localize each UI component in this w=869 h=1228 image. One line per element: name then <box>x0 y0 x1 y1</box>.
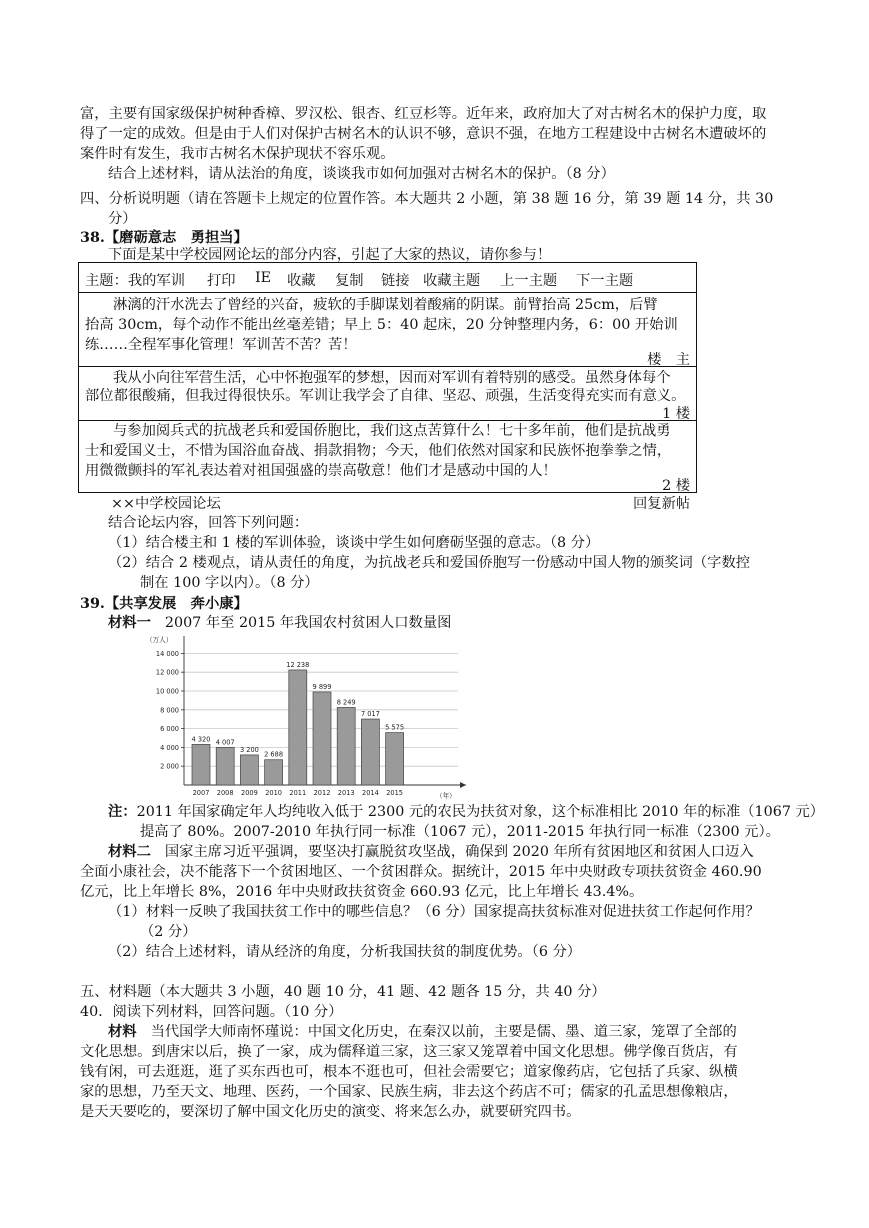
q39-question-1-cont: （2 分） <box>140 924 197 940</box>
y-tick-label: 14 000 <box>155 649 179 658</box>
y-tick-label: 6 000 <box>160 725 179 734</box>
post0-line-1: 淋漓的汗水洗去了曾经的兴奋，疲软的手脚谋划着酸痛的阴谋。前臂抬高 25cm，后臂 <box>113 297 658 313</box>
next-topic-link[interactable]: 下一主题 <box>576 273 634 289</box>
post1-line-1: 我从小向往军营生活，心中怀抱强军的梦想，因而对军训有着特别的感受。虽然身体每个 <box>113 370 671 386</box>
data-label-2009: 3 200 <box>239 745 259 754</box>
forum-topic: 主题：我的军训 <box>85 273 186 289</box>
note-line-1 <box>108 802 824 822</box>
material2-line-1 <box>108 842 754 862</box>
forum-post-1 <box>79 367 696 421</box>
x-tick-label-2011: 2011 <box>289 789 307 797</box>
post1-signature: 1 楼 <box>662 406 690 422</box>
forum-post-2 <box>79 421 696 494</box>
intro-line-3: 案件时有发生，我市古树名木保护现状不容乐观。 <box>80 146 395 162</box>
y-tick-label: 2 000 <box>160 762 179 771</box>
material2-text-1: 国家主席习近平强调，要坚决打赢脱贫攻坚战，确保到 2020 年所有贫困地区和贫困人口迈入 <box>164 844 754 860</box>
intro-line-1: 富，主要有国家级保护树种香樟、罗汉松、银杏、红豆杉等。近年来，政府加大了对古树名木的保护力度，取 <box>80 106 767 122</box>
ie-link[interactable]: IE <box>255 270 272 286</box>
post2-line-2: 士和爱国义士，不惜为国浴血奋战、捐款捐物；今天，他们依然对国家和民族怀抱拳拳之情， <box>85 443 672 459</box>
x-axis-arrow <box>460 782 466 788</box>
reply-new-post-link[interactable]: 回复新帖 <box>633 496 691 512</box>
data-label-2012: 9 899 <box>312 682 332 691</box>
copy-link[interactable]: 复制 <box>335 273 364 289</box>
data-label-2015: 5 575 <box>385 723 405 732</box>
q40-title: 40．阅读下列材料，回答问题。（10 分） <box>80 1004 343 1020</box>
x-tick-label-2008: 2008 <box>216 789 234 797</box>
q38-question-1: （1）结合楼主和 1 楼的军训体验，谈谈中学生如何磨砺坚强的意志。（8 分） <box>108 535 600 551</box>
data-label-2013: 8 249 <box>336 698 356 707</box>
q40-line-1 <box>108 1022 737 1042</box>
intro-line-2: 得了一定的成效。但是由于人们对保护古树名木的认识不够，意识不强，在地方工程建设中古树名木遭破坏的 <box>80 126 767 142</box>
x-tick-label-2012: 2012 <box>313 789 331 797</box>
q40-line-5: 是天天要吃的，要深切了解中国文化历史的演变、将来怎么办，就要研究四书。 <box>80 1104 581 1120</box>
favorite-link[interactable]: 收藏 <box>287 273 316 289</box>
q40-line-4: 家的思想，乃至天文、地理、医药，一个国家、民族生病，非去这个药店不可；儒家的孔孟思想像粮店， <box>80 1084 738 1100</box>
y-tick-label: 8 000 <box>160 706 179 715</box>
fav-topic-link[interactable]: 收藏主题 <box>423 273 481 289</box>
material2-line-3: 亿元，比上年增长 8%，2016 年中央财政扶贫资金 660.93 亿元，比上年增长 43.4%。 <box>80 884 644 900</box>
bar-2012 <box>313 692 331 785</box>
bar-2013 <box>337 707 355 785</box>
material2-label: 材料二 <box>108 844 151 860</box>
y-tick-label: 4 000 <box>160 743 179 752</box>
bar-2009 <box>240 755 258 785</box>
note-label: 注： <box>108 804 137 820</box>
post2-line-3: 用微微颤抖的军礼表达着对祖国强盛的崇高敬意！他们才是感动中国的人！ <box>85 463 557 479</box>
section5-heading: 五、材料题（本大题共 3 小题，40 题 10 分，41 题、42 题各 15 分，共 40 分） <box>80 984 606 1000</box>
post2-signature: 2 楼 <box>662 478 690 494</box>
q38-question-2: （2）结合 2 楼观点，请从责任的角度，为抗战老兵和爱国侨胞写一份感动中国人物的颁奖词（字数控 <box>108 555 751 571</box>
post0-line-3: 练……全程军事化管理！军训苦不苦？苦！ <box>85 337 357 353</box>
q40-line-3: 钱有闲，可去逛逛，逛了买东西也可，根本不逛也可，但社会需要它；道家像药店，它包括了兵家、纵横 <box>80 1064 738 1080</box>
bar-2007 <box>192 744 210 785</box>
material1-title: 2007 年至 2015 年我国农村贫困人口数量图 <box>164 615 452 631</box>
post1-line-2: 部位都很酸痛，但我过得很快乐。军训让我学会了自律、坚忍、顽强，生活变得充实而有意义。 <box>85 388 686 404</box>
forum-name: ××中学校园论坛 <box>111 496 221 512</box>
q40-material-label: 材料 <box>108 1024 137 1040</box>
bar-2010 <box>265 760 283 785</box>
link-link[interactable]: 链接 <box>381 273 410 289</box>
print-link[interactable]: 打印 <box>207 273 236 289</box>
forum-post-0 <box>79 293 696 367</box>
bar-2008 <box>216 747 234 785</box>
data-label-2014: 7 017 <box>360 710 380 719</box>
post0-line-2: 抬高 30cm，每个动作不能出丝毫差错；早上 5：40 起床，20 分钟整理内务，6：00 开始训 <box>85 317 678 333</box>
q39-question-1: （1）材料一反映了我国扶贫工作中的哪些信息？（6 分）国家提高扶贫标准对促进扶贫工作起何作用？ <box>108 904 760 920</box>
q39-question-2: （2）结合上述材料，请从经济的角度，分析我国扶贫的制度优势。（6 分） <box>108 944 582 960</box>
x-tick-label-2010: 2010 <box>265 789 282 797</box>
q40-line-2: 文化思想。到唐宋以后，换了一家，成为儒释道三家，这三家又笼罩着中国文化思想。佛学像百货店，有 <box>80 1044 738 1060</box>
q40-text-1: 当代国学大师南怀瑾说：中国文化历史，在秦汉以前，主要是儒、墨、道三家，笼罩了全部的 <box>150 1024 737 1040</box>
intro-question: 结合上述材料，请从法治的角度，谈谈我市如何加强对古树名木的保护。（8 分） <box>108 166 615 182</box>
data-label-2007: 4 320 <box>191 735 211 744</box>
note-text-1: 2011 年国家确定年人均纯收入低于 2300 元的农民为扶贫对象，这个标准相比 2010 年的标准（1067 元） <box>136 804 825 820</box>
x-tick-label-2007: 2007 <box>192 789 210 797</box>
prev-topic-link[interactable]: 上一主题 <box>500 273 558 289</box>
x-tick-label-2013: 2013 <box>337 789 355 797</box>
material1-label: 材料一 <box>108 615 151 631</box>
q39-title: 39.【共享发展 奔小康】 <box>80 596 248 612</box>
poverty-bar-chart <box>140 630 485 805</box>
bar-2015 <box>386 733 404 785</box>
x-tick-label-2009: 2009 <box>241 789 258 797</box>
section4-heading-cont: 分） <box>108 211 137 227</box>
y-axis-unit: （万人） <box>146 636 173 644</box>
material2-line-2: 全面小康社会，决不能落下一个贫困地区、一个贫困群众。据统计，2015 年中央财政专项扶贫资金 460.90 <box>80 864 762 880</box>
bar-2014 <box>361 719 379 785</box>
q38-title: 38.【磨砺意志 勇担当】 <box>80 230 248 246</box>
post0-signature: 楼 主 <box>647 352 690 368</box>
data-label-2008: 4 007 <box>215 738 235 747</box>
note-line-2: 提高了 80%。2007-2010 年执行同一标准（1067 元），2011-2015 年执行同一标准（2300 元）。 <box>140 824 780 840</box>
y-tick-label: 12 000 <box>155 668 179 677</box>
q38-question-2-cont: 制在 100 字以内）。（8 分） <box>140 575 319 591</box>
section4-heading: 四、分析说明题（请在答题卡上规定的位置作答。本大题共 2 小题，第 38 题 16 分，第 39 题 14 分，共 30 <box>80 191 774 207</box>
bar-2011 <box>289 670 307 785</box>
forum-box <box>78 262 697 493</box>
data-label-2010: 2 688 <box>264 750 284 759</box>
data-label-2011: 12 238 <box>286 660 310 669</box>
q38-combine: 结合论坛内容，回答下列问题： <box>108 515 309 531</box>
forum-toolbar <box>79 263 696 293</box>
y-tick-label: 10 000 <box>155 687 179 696</box>
x-tick-label-2015: 2015 <box>386 789 403 797</box>
x-tick-label-2014: 2014 <box>362 789 379 797</box>
post2-line-1: 与参加阅兵式的抗战老兵和爱国侨胞比，我们这点苦算什么！七十多年前，他们是抗战勇 <box>113 423 671 439</box>
q38-lead: 下面是某中学校园网论坛的部分内容，引起了大家的热议，请你参与！ <box>108 247 552 263</box>
x-axis-unit: （年） <box>436 792 456 800</box>
